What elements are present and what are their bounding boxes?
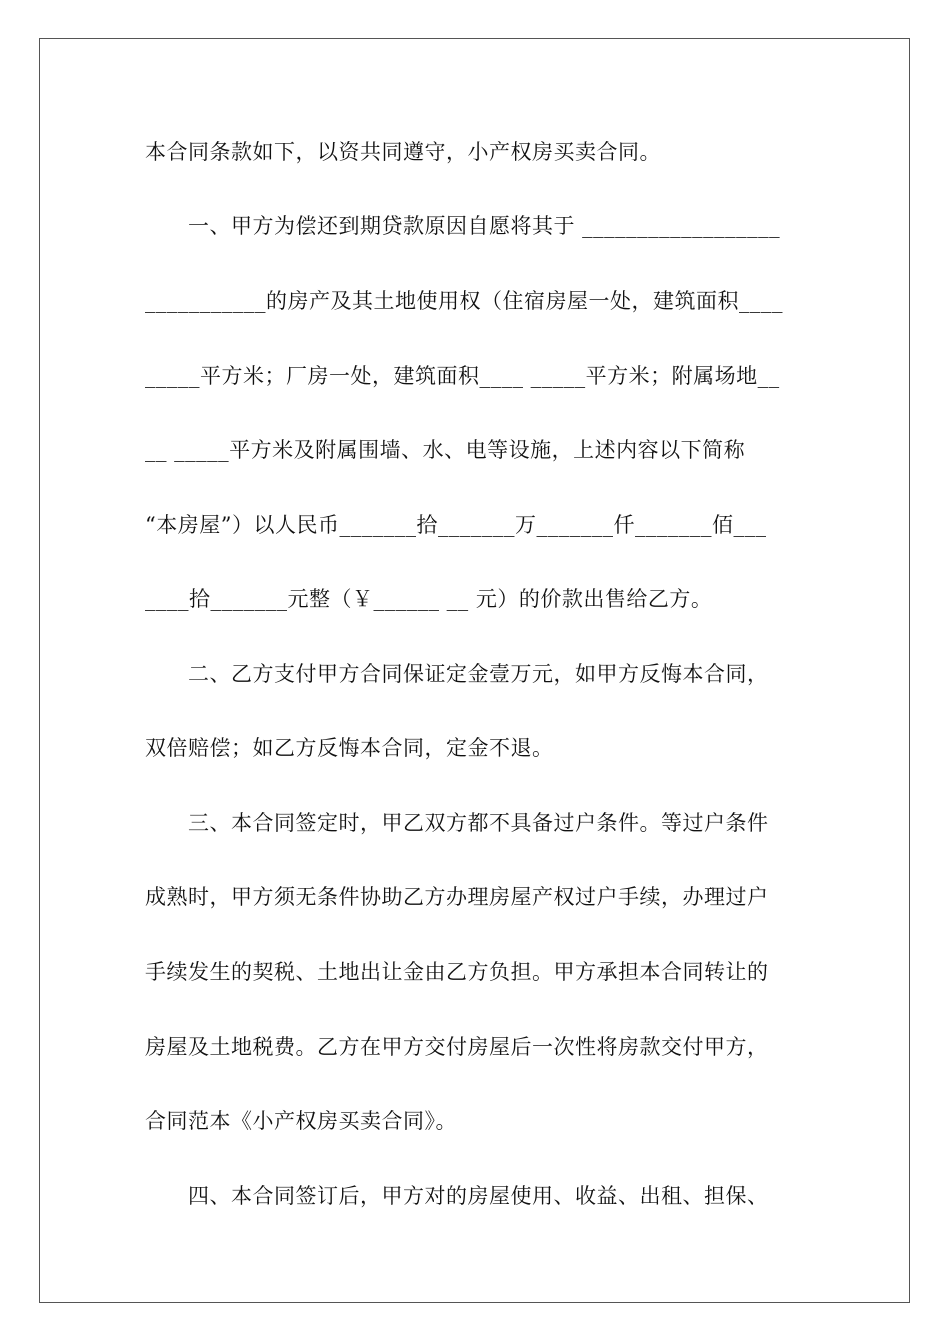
text-line: ____拾_______元整（￥______ __ 元）的价款出售给乙方。 bbox=[145, 587, 713, 611]
text-line: 二、乙方支付甲方合同保证定金壹万元，如甲方反悔本合同， bbox=[145, 662, 769, 686]
text-line: _____平方米；厂房一处，建筑面积____ _____平方米；附属场地__ bbox=[145, 364, 780, 388]
text-line: ___________的房产及其土地使用权（住宿房屋一处，建筑面积____ bbox=[145, 289, 783, 313]
text-line: 手续发生的契税、土地出让金由乙方负担。甲方承担本合同转让的 bbox=[145, 960, 769, 984]
text-line: 一、甲方为偿还到期贷款原因自愿将其于 __________________ bbox=[145, 214, 781, 238]
text-line: 三、本合同签定时，甲乙双方都不具备过户条件。等过户条件 bbox=[145, 811, 769, 835]
text-line: “本房屋”）以人民币_______拾_______万_______仟_______佰___ bbox=[145, 513, 767, 537]
text-line: 成熟时，甲方须无条件协助乙方办理房屋产权过户手续，办理过户 bbox=[145, 885, 769, 909]
text-line: 房屋及土地税费。乙方在甲方交付房屋后一次性将房款交付甲方， bbox=[145, 1035, 769, 1059]
text-line: 合同范本《小产权房买卖合同》。 bbox=[145, 1109, 457, 1133]
text-line: 四、本合同签订后，甲方对的房屋使用、收益、出租、担保、 bbox=[145, 1184, 769, 1208]
text-line: 本合同条款如下，以资共同遵守，小产权房买卖合同。 bbox=[145, 140, 661, 164]
text-line: 双倍赔偿；如乙方反悔本合同，定金不退。 bbox=[145, 736, 554, 760]
text-line: __ _____平方米及附属围墙、水、电等设施，上述内容以下简称 bbox=[145, 438, 746, 462]
